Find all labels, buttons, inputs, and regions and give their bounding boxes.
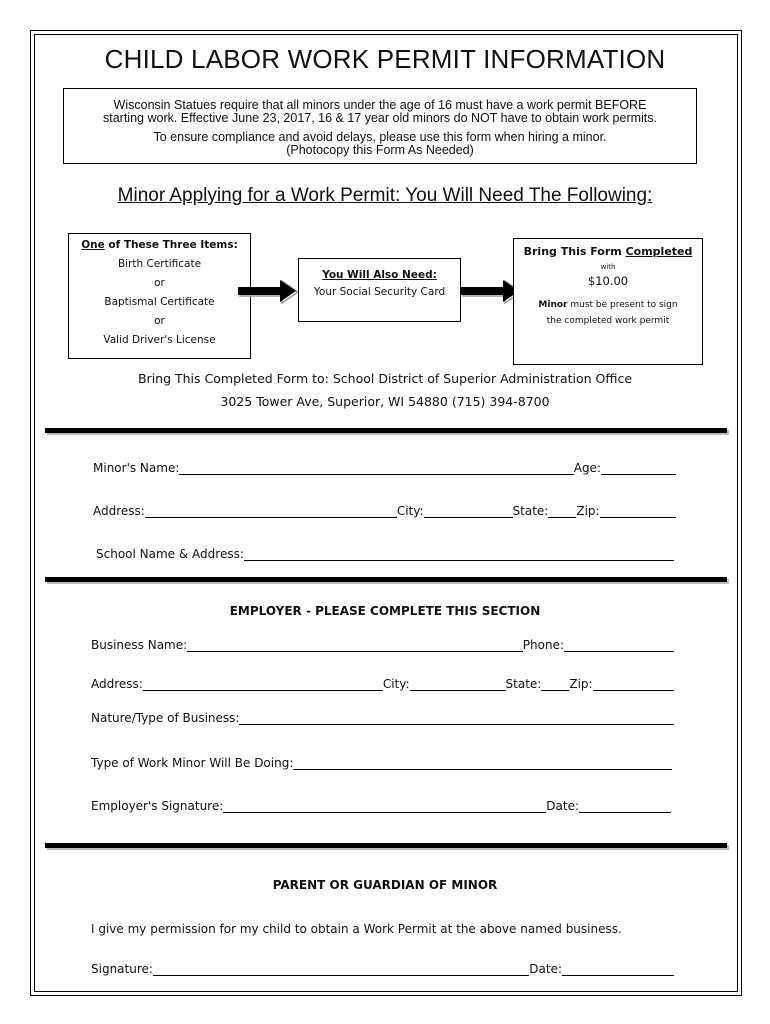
social-security-box [298,258,461,322]
minor-state-label: State: [512,504,549,518]
age-label: Age: [573,461,601,475]
minor-name-row [93,461,676,475]
minor-present-note-2: the completed work permit [546,316,670,326]
age-field[interactable] [601,462,676,475]
minor-name-label: Minor's Name: [93,461,180,475]
business-name-field[interactable] [187,639,523,652]
with-text: with [600,263,616,271]
work-type-label: Type of Work Minor Will Be Doing: [91,756,294,770]
bring-to-address: 3025 Tower Ave, Superior, WI 54880 (715) 394-8700 [220,394,550,409]
required-items-box [68,233,251,359]
employer-zip-field[interactable] [593,678,674,691]
nature-field[interactable] [239,712,674,725]
parent-section-heading: PARENT OR GUARDIAN OF MINOR [272,878,498,892]
form-title: CHILD LABOR WORK PERMIT INFORMATION [104,44,666,74]
work-type-row [91,756,672,770]
employer-date-field[interactable] [579,800,671,813]
item-or-1: or [154,277,165,289]
notice-line-4: (Photocopy this Form As Needed) [286,143,474,157]
section-divider [45,843,727,848]
arrow-right-icon [238,279,300,305]
employer-zip-label: Zip: [569,677,593,691]
phone-label: Phone: [522,638,564,652]
business-name-row [91,638,674,652]
section-divider [45,428,727,433]
item-baptismal-certificate: Baptismal Certificate [104,296,215,308]
minor-zip-label: Zip: [576,504,600,518]
fee-amount: $10.00 [587,274,629,288]
school-field[interactable] [244,548,674,561]
employer-section-heading: EMPLOYER - PLEASE COMPLETE THIS SECTION [229,604,541,618]
minor-present-note: Minor must be present to sign [538,300,678,310]
employer-address-row [91,677,674,691]
business-name-label: Business Name: [91,638,188,652]
bring-form-heading: Bring This Form Completed [523,245,693,258]
item-birth-certificate: Birth Certificate [117,258,202,270]
employer-city-field[interactable] [410,678,506,691]
also-need-heading: You Will Also Need: [322,269,437,281]
required-items-heading: One of These Three Items: [81,239,238,251]
employer-city-label: City: [382,677,410,691]
parent-signature-field[interactable] [153,963,529,976]
minor-city-field[interactable] [424,505,513,518]
social-security-card-text: Your Social Security Card [313,286,446,298]
nature-row [91,711,674,725]
minor-city-label: City: [396,504,424,518]
notice-line-2: starting work. Effective June 23, 2017, 16 & 17 year old minors do NOT have to obtain work permits. [103,111,657,125]
work-type-field[interactable] [293,757,672,770]
nature-label: Nature/Type of Business: [91,711,240,725]
minor-name-field[interactable] [179,462,573,475]
parent-signature-label: Signature: [91,962,153,976]
item-or-2: or [154,315,165,327]
employer-state-label: State: [505,677,542,691]
notice-box [63,88,697,164]
bring-form-box [513,238,703,365]
school-row [96,547,674,561]
parent-signature-row [91,962,674,976]
employer-signature-field[interactable] [223,800,546,813]
parent-date-label: Date: [529,962,562,976]
minor-address-label: Address: [93,504,145,518]
minor-state-field[interactable] [548,505,576,518]
bring-to-line-1: Bring This Completed Form to: School District of Superior Administration Office [137,371,633,386]
notice-line-3: To ensure compliance and avoid delays, please use this form when hiring a minor. [153,130,607,144]
school-label: School Name & Address: [96,547,244,561]
minor-zip-field[interactable] [600,505,676,518]
employer-address-label: Address: [91,677,143,691]
notice-line-1: Wisconsin Statues require that all minors under the age of 16 must have a work permit BEFORE [113,98,647,112]
phone-field[interactable] [564,639,674,652]
employer-address-field[interactable] [143,678,383,691]
minor-address-field[interactable] [145,505,397,518]
parent-date-field[interactable] [562,963,674,976]
permission-statement: I give my permission for my child to obtain a Work Permit at the above named business. [91,922,622,936]
employer-state-field[interactable] [541,678,569,691]
requirements-subheading: Minor Applying for a Work Permit: You Will Need The Following: [117,185,653,206]
employer-signature-label: Employer's Signature: [91,799,224,813]
item-drivers-license: Valid Driver's License [103,334,216,346]
minor-address-row [93,504,676,518]
section-divider [45,577,727,582]
employer-signature-row [91,799,671,813]
employer-date-label: Date: [546,799,579,813]
